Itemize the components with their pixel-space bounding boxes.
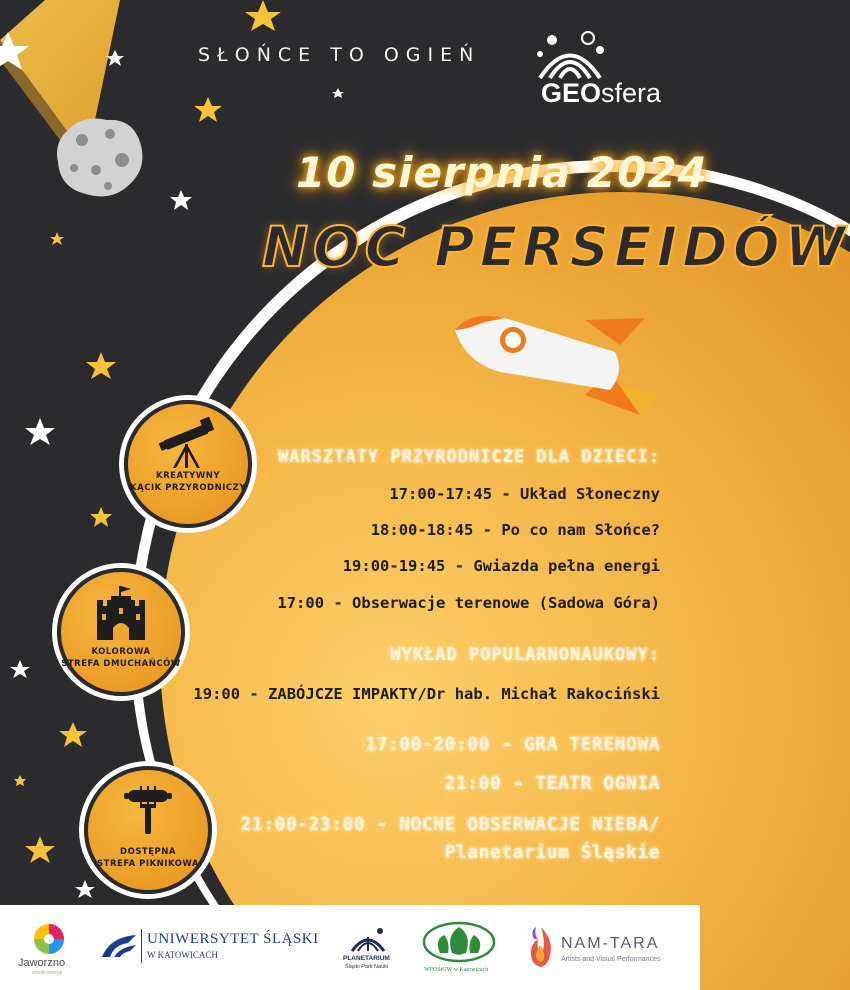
wfosigw-leaf-icon	[422, 921, 496, 963]
field-game-item: 17:00-20:00 - GRA TERENOWA	[365, 734, 660, 755]
university-name: UNIWERSYTET ŚLĄSKI	[147, 931, 319, 947]
badge-picnic-zone	[84, 766, 212, 894]
planetarium-item: Planetarium Śląskie	[444, 842, 660, 863]
workshop-item: 19:00-19:45 - Gwiazda pełna energi	[342, 557, 660, 575]
sausage-fork-icon	[124, 786, 172, 836]
geosfera-emblem-icon	[530, 28, 610, 80]
planetarium-sub: Śląski Park Nauki	[345, 964, 389, 970]
workshop-item: 18:00-18:45 - Po co nam Słońce?	[370, 521, 660, 539]
badge-inflatables-label: KOLOROWA STREFA DMUCHAŃCÓW	[61, 647, 181, 669]
sponsors-footer	[0, 905, 700, 990]
lecture-title: WYKŁAD POPULARNONAUKOWY:	[390, 645, 660, 665]
telescope-icon	[158, 416, 218, 468]
university-emblem-icon	[100, 933, 138, 959]
geosfera-wordmark: GEOsfera	[541, 78, 662, 108]
badge-inflatables-zone	[57, 568, 185, 696]
university-divider	[141, 929, 142, 963]
lecture-item: 19:00 - ZABÓJCZE IMPAKTY/Dr hab. Michał Rakociński	[193, 685, 660, 703]
workshop-item: 17:00-17:45 - Układ Słoneczny	[389, 485, 660, 503]
fire-theatre-item: 21:00 - TEATR OGNIA	[444, 773, 660, 794]
namtara-name: NAM-TARA	[561, 935, 660, 952]
badge-nature-label: KREATYWNY KĄCIK PRZYRODNICZY	[130, 471, 246, 493]
event-title: NOC PERSEIDÓW	[262, 215, 850, 279]
jaworzno-tagline: źródło energii	[32, 970, 63, 976]
badge-nature-corner	[124, 400, 252, 528]
planetarium-emblem-icon	[350, 925, 386, 953]
jaworzno-name: Jaworzno	[18, 957, 66, 969]
castle-icon	[95, 586, 147, 642]
workshops-title: WARSZTATY PRZYRODNICZE DLA DZIECI:	[278, 447, 660, 467]
top-title: SŁOŃCE TO OGIEŃ	[198, 44, 481, 66]
event-date: 10 sierpnia 2024	[296, 148, 708, 197]
jaworzno-emblem-icon	[32, 923, 66, 955]
university-city: W KATOWICACH	[147, 950, 218, 960]
namtara-tagline: Artists and Visual Performances	[561, 956, 661, 963]
night-observation-item: 21:00-23:00 - NOCNE OBSERWACJE NIEBA/	[240, 814, 660, 835]
wfosigw-name: WFOŚiGW w Katowicach	[424, 967, 489, 973]
planetarium-name: PLANETARIUM	[343, 955, 390, 962]
flame-icon	[526, 925, 556, 969]
badge-picnic-label: DOSTĘPNA STREFA PIKNIKOWA	[97, 847, 199, 869]
workshop-item: 17:00 - Obserwacje terenowe (Sadowa Góra)	[277, 594, 660, 612]
